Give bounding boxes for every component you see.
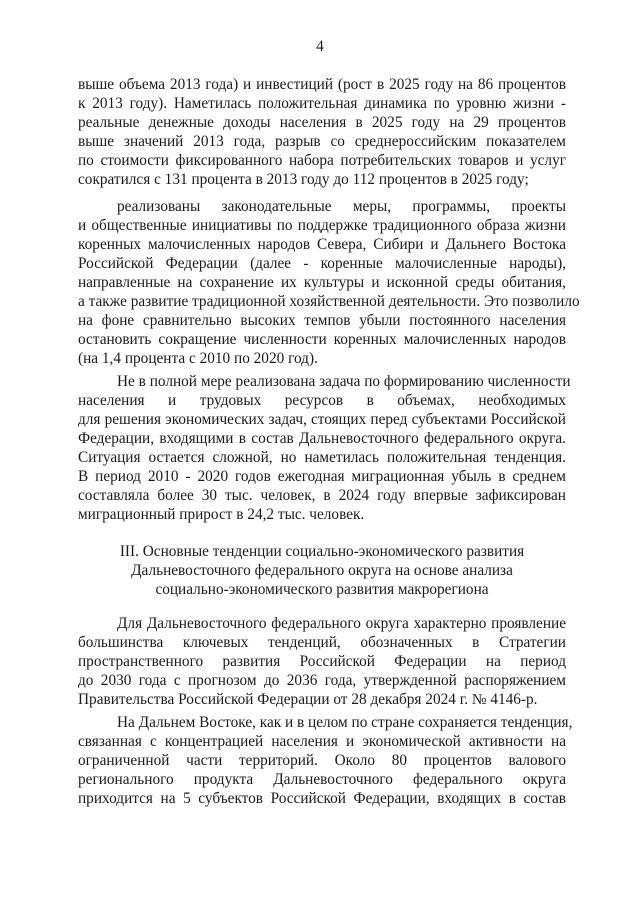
paragraph-1-line: выше объема 2013 года) и инвестиций (рост в 2025 году на 86 процентов — [78, 76, 566, 93]
paragraph-5-line: ограниченной части территорий. Около 80 процентов валового — [78, 752, 566, 769]
page-number: 4 — [316, 38, 324, 55]
paragraph-5-line: На Дальнем Востоке, как и в целом по стране сохраняется тенденция, — [117, 714, 573, 731]
paragraph-4-line: до 2030 года с прогнозом до 2036 года, утвержденной распоряжением — [78, 672, 566, 689]
paragraph-3-line: Не в полной мере реализована задача по формированию численности — [117, 373, 571, 390]
paragraph-1-line: к 2013 году). Наметилась положительная динамика по уровню жизни - — [78, 95, 566, 112]
paragraph-1-line: сократился с 131 процента в 2013 году до 112 процентов в 2025 году; — [78, 171, 529, 188]
paragraph-5-line: приходится на 5 субъектов Российской Федерации, входящих в состав — [78, 790, 566, 807]
paragraph-4-line: Правительства Российской Федерации от 28 декабря 2024 г. № 4146-р. — [78, 691, 538, 708]
paragraph-2-line: на фоне сравнительно высоких темпов убыли постоянного населения — [78, 312, 566, 329]
paragraph-5-line: регионального продукта Дальневосточного федерального округа — [78, 771, 566, 788]
paragraph-1-line: выше значений 2013 года, разрыв со среднероссийским показателем — [78, 133, 566, 150]
section-heading-line: Дальневосточного федерального округа на основе анализа — [131, 562, 513, 579]
paragraph-5-line: связанная с концентрацией населения и экономической активности на — [78, 733, 566, 750]
paragraph-3-line: Федерации, входящими в состав Дальневосточного федерального округа. — [78, 430, 566, 447]
paragraph-2-line: и общественные инициативы по поддержке традиционного образа жизни — [78, 217, 566, 234]
paragraph-2-line: (на 1,4 процента с 2010 по 2020 год). — [78, 350, 318, 367]
paragraph-2-line: реализованы законодательные меры, программы, проекты — [117, 198, 566, 215]
paragraph-2-line: а также развитие традиционной хозяйственной деятельности. Это позволило — [78, 293, 580, 310]
paragraph-2-line: коренных малочисленных народов Севера, Сибири и Дальнего Востока — [78, 236, 566, 253]
paragraph-4-line: Для Дальневосточного федерального округа характерно проявление — [117, 615, 566, 632]
paragraph-4-line: большинства ключевых тенденций, обозначенных в Стратегии — [78, 634, 566, 651]
paragraph-1-line: по стоимости фиксированного набора потребительских товаров и услуг — [78, 152, 566, 169]
paragraph-3-line: для решения экономических задач, стоящих перед субъектами Российской — [78, 411, 566, 428]
paragraph-1-line: реальные денежные доходы населения в 2025 году на 29 процентов — [78, 114, 566, 131]
paragraph-3-line: составляла более 30 тыс. человек, в 2024 году впервые зафиксирован — [78, 487, 566, 504]
paragraph-2-line: направленные на сохранение их культуры и исконной среды обитания, — [78, 274, 566, 291]
paragraph-3-line: населения и трудовых ресурсов в объемах, необходимых — [78, 392, 566, 409]
paragraph-3-line: В период 2010 - 2020 годов ежегодная миграционная убыль в среднем — [78, 468, 566, 485]
paragraph-3-line: миграционный прирост в 24,2 тыс. человек. — [78, 506, 365, 523]
paragraph-3-line: Ситуация остается сложной, но наметилась положительная тенденция. — [78, 449, 566, 466]
section-heading-line: III. Основные тенденции социально-экономического развития — [119, 543, 525, 560]
paragraph-2-line: остановить сокращение численности коренных малочисленных народов — [78, 331, 566, 348]
section-heading-line: социально-экономического развития макрорегиона — [155, 581, 489, 598]
paragraph-2-line: Российской Федерации (далее - коренные малочисленные народы), — [78, 255, 566, 272]
paragraph-4-line: пространственного развития Российской Федерации на период — [78, 653, 566, 670]
